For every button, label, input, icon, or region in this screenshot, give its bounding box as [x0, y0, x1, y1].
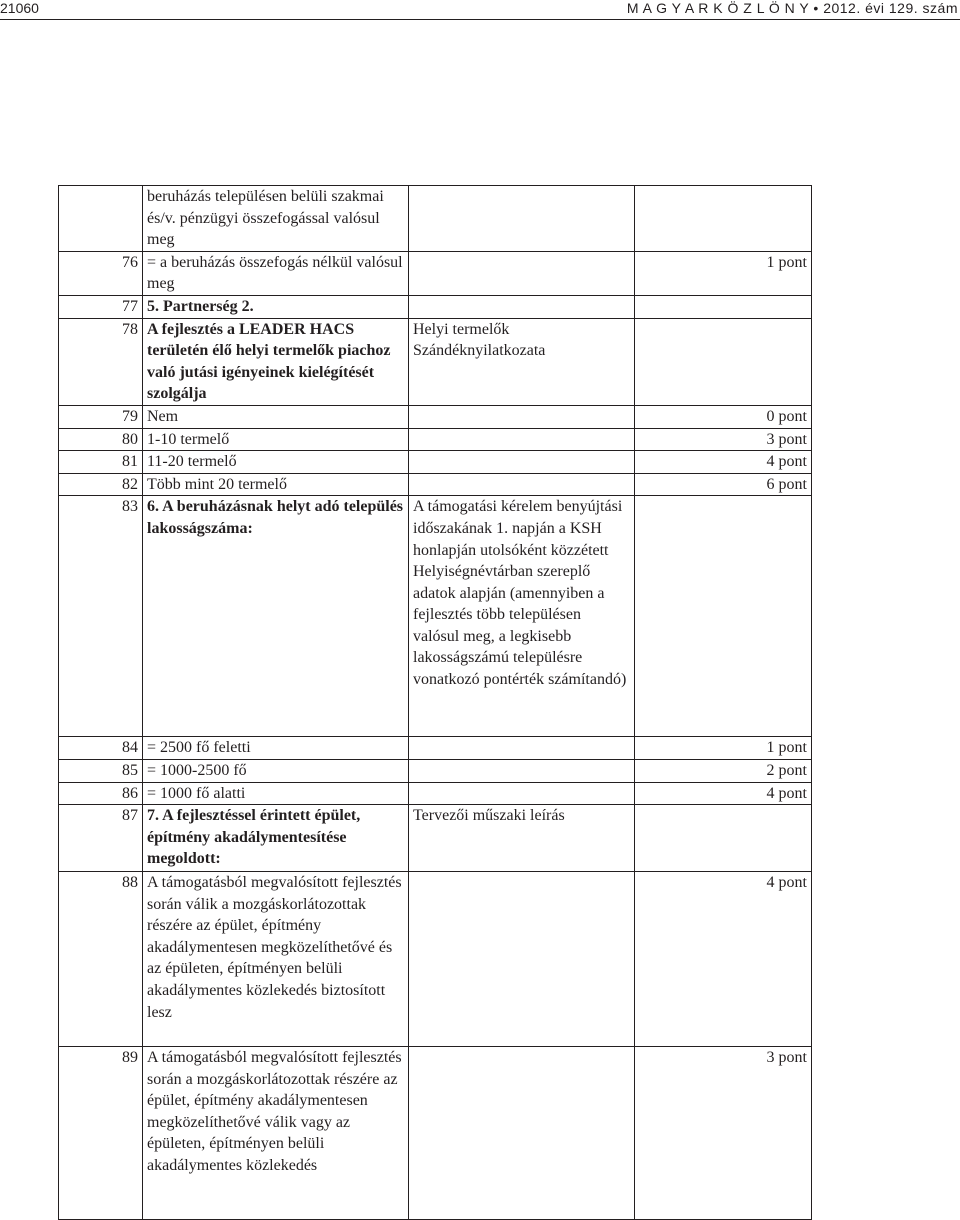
- row-number: 82: [59, 473, 143, 496]
- header-rule: [0, 19, 960, 20]
- row-number: 83: [59, 496, 143, 737]
- row-number: [59, 186, 143, 252]
- row-criterion: = a beruházás összefogás nélkül valósul meg: [143, 251, 409, 295]
- row-criterion: 6. A beruházásnak helyt adó település lakosságszáma:: [143, 496, 409, 737]
- row-criterion: Nem: [143, 405, 409, 428]
- row-number: 87: [59, 805, 143, 872]
- row-points: 0 pont: [635, 405, 812, 428]
- row-document: [409, 405, 635, 428]
- table-row: [59, 405, 812, 428]
- table-row: [59, 1047, 812, 1220]
- row-criterion: A fejlesztés a LEADER HACS területén élő helyi termelők piachoz való jutási igényeinek kielégítését szolgálja: [143, 318, 409, 405]
- row-number: 78: [59, 318, 143, 405]
- row-points: 4 pont: [635, 782, 812, 805]
- row-document: [409, 1047, 635, 1220]
- page-header: [0, 0, 960, 22]
- row-points: 1 pont: [635, 737, 812, 760]
- row-points: 4 pont: [635, 451, 812, 474]
- row-number: 84: [59, 737, 143, 760]
- row-number: 86: [59, 782, 143, 805]
- row-document: [409, 428, 635, 451]
- row-criterion: = 1000-2500 fő: [143, 759, 409, 782]
- row-points: 6 pont: [635, 473, 812, 496]
- table-row: [59, 428, 812, 451]
- row-number: 80: [59, 428, 143, 451]
- journal-title: M A G Y A R K Ö Z L Ö N Y • 2012. évi 129. szám: [626, 0, 958, 16]
- row-points: [635, 496, 812, 737]
- row-criterion: = 2500 fő feletti: [143, 737, 409, 760]
- row-criterion: = 1000 fő alatti: [143, 782, 409, 805]
- row-points: [635, 295, 812, 318]
- row-number: 88: [59, 872, 143, 1047]
- table-row: [59, 295, 812, 318]
- table-row: [59, 805, 812, 872]
- row-criterion: 11-20 termelő: [143, 451, 409, 474]
- row-document: [409, 782, 635, 805]
- row-criterion: 7. A fejlesztéssel érintett épület, építmény akadálymentesítése megoldott:: [143, 805, 409, 872]
- row-number: 77: [59, 295, 143, 318]
- row-criterion: 1-10 termelő: [143, 428, 409, 451]
- row-document: [409, 295, 635, 318]
- row-criterion: A támogatásból megvalósított fejlesztés során válik a mozgáskorlátozottak részére az épület, építmény akadálymentesen megközelíthetővé és az épületen, építményen belüli akadálymentes közlekedés biztosított lesz: [143, 872, 409, 1047]
- row-number: 89: [59, 1047, 143, 1220]
- row-document: [409, 186, 635, 252]
- row-points: 2 pont: [635, 759, 812, 782]
- row-document: [409, 759, 635, 782]
- page-number: 21060: [0, 0, 39, 16]
- row-points: 3 pont: [635, 1047, 812, 1220]
- row-number: 85: [59, 759, 143, 782]
- table-row: [59, 737, 812, 760]
- row-document: [409, 451, 635, 474]
- table-row: [59, 782, 812, 805]
- row-points: [635, 186, 812, 252]
- table-row: [59, 759, 812, 782]
- row-document: A támogatási kérelem benyújtási időszakának 1. napján a KSH honlapján utolsóként közzétett Helyiségnévtárban szereplő adatok alapján (amennyiben a fejlesztés több településen valósul meg, a legkisebb lakosságszámú településre vonatkozó pontérték számítandó): [409, 496, 635, 737]
- row-criterion: A támogatásból megvalósított fejlesztés során a mozgáskorlátozottak részére az épület, építmény akadálymentesen megközelíthetővé válik vagy az épületen, építményen belüli akadálymentes közlekedés: [143, 1047, 409, 1220]
- row-document: [409, 251, 635, 295]
- row-points: 1 pont: [635, 251, 812, 295]
- table-row: [59, 318, 812, 405]
- scoring-table: [58, 185, 812, 1220]
- row-number: 76: [59, 251, 143, 295]
- row-document: [409, 872, 635, 1047]
- row-criterion: 5. Partnerség 2.: [143, 295, 409, 318]
- row-criterion: beruházás településen belüli szakmai és/v. pénzügyi összefogással valósul meg: [143, 186, 409, 252]
- table-row: [59, 186, 812, 252]
- row-number: 81: [59, 451, 143, 474]
- row-points: [635, 318, 812, 405]
- row-number: 79: [59, 405, 143, 428]
- table-row: [59, 496, 812, 737]
- row-document: [409, 473, 635, 496]
- row-document: [409, 737, 635, 760]
- row-document: Helyi termelők Szándéknyilatkozata: [409, 318, 635, 405]
- table-row: [59, 451, 812, 474]
- row-points: [635, 805, 812, 872]
- row-document: Tervezői műszaki leírás: [409, 805, 635, 872]
- row-points: 4 pont: [635, 872, 812, 1047]
- row-criterion: Több mint 20 termelő: [143, 473, 409, 496]
- row-points: 3 pont: [635, 428, 812, 451]
- table-row: [59, 473, 812, 496]
- table-row: [59, 251, 812, 295]
- table-row: [59, 872, 812, 1047]
